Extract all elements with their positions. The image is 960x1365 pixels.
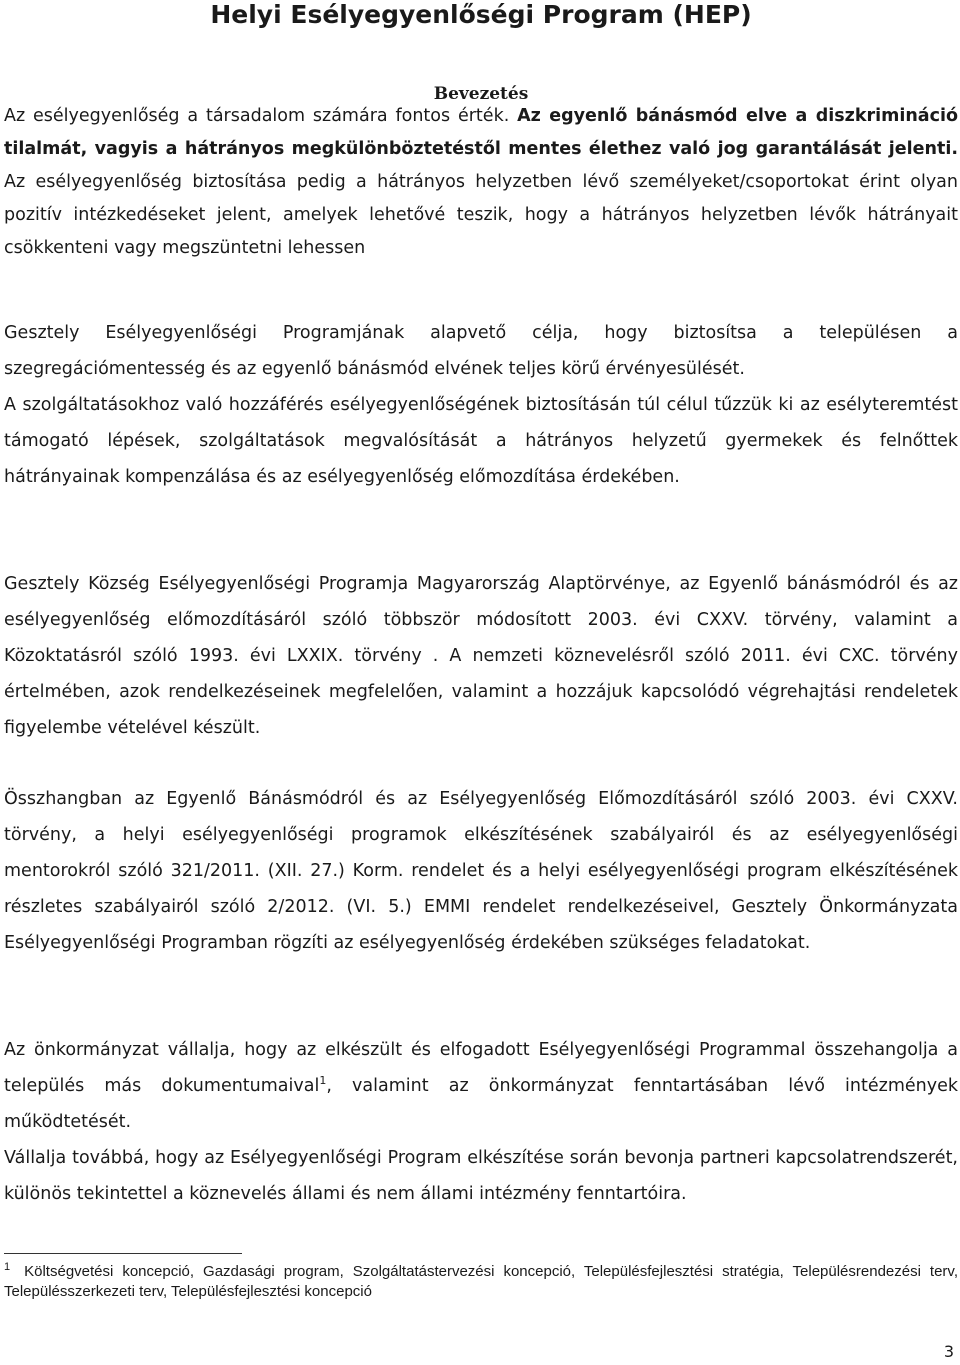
compliance-paragraph: Összhangban az Egyenlő Bánásmódról és az Esélyegyenlőség Előmozdításáról szóló 2003. évi CXXV. törvény, a helyi esélyegyenlőségi programok elkészítésének szabályairól és az esélyegyenlőségi mentorokról szóló 321/2011. (XII. 27.) Korm. rendelet és a helyi esélyegyenlőségi program elkészítésének részletes szabályairól szóló 2/2012. (VI. 5.) EMMI rendelet rendelkezéseivel, Gesztely Önkormányzata Esélyegyenlőségi Programban rögzíti az esélyegyenlőség érdekében szükséges feladatokat.	[4, 789, 958, 953]
commitment-text: Az önkormányzat vállalja, hogy az elkészült és elfogadott Esélyegyenlőségi Programmal összehangolja a település más dokumentumaival	[4, 1040, 958, 1096]
goal-paragraph: Gesztely Esélyegyenlőségi Programjának alapvető célja, hogy biztosítsa a településen a szegregációmentesség és az egyenlő bánásmód elvének teljes körű érvényesülését.	[4, 323, 958, 379]
footnote	[4, 1262, 958, 1302]
intro-paragraph	[4, 100, 958, 265]
section-heading: Bevezetés	[433, 84, 529, 104]
intro-bold-text: Az egyenlő bánásmód elve a diszkrimináció tilalmát, vagyis a hátrányos megkülönböztetéstől mentes élethez való jog garantálását jelenti.	[4, 106, 958, 159]
intro-text: Az esélyegyenlőség a társadalom számára fontos érték.	[4, 106, 518, 126]
legal-basis-paragraph: Gesztely Község Esélyegyenlőségi Programja Magyarország Alaptörvénye, az Egyenlő bánásmódról és az esélyegyenlőség előmozdításáról szóló többször módosított 2003. évi CXXV. törvény, valamint a Közoktatásról szóló 1993. évi LXXIX. törvény . A nemzeti köznevelésről szóló 2011. évi CXC. törvény értelmében, azok rendelkezéseinek megfelelően, valamint a hozzájuk kapcsolódó végrehajtási rendeletek figyelembe vételével készült.	[4, 574, 958, 738]
commitment-paragraph	[4, 1033, 958, 1141]
commitment-text-end: , valamint az önkormányzat fenntartásában lévő intézmények működtetését.	[4, 1075, 958, 1132]
page-number: 3	[943, 1342, 954, 1361]
footnote-reference[interactable]: 1	[319, 1074, 327, 1088]
partners-paragraph: Vállalja továbbá, hogy az Esélyegyenlőségi Program elkészítése során bevonja partneri kapcsolatrendszerét, különös tekintettel a köznevelés állami és nem állami intézmény fenntartóira.	[4, 1148, 958, 1204]
page-title: Helyi Esélyegyenlőségi Program (HEP)	[210, 0, 752, 29]
footnote-divider	[4, 1253, 242, 1254]
services-paragraph: A szolgáltatásokhoz való hozzáférés esélyegyenlőségének biztosításán túl célul tűzzük ki az esélyteremtést támogató lépések, szolgáltatások megvalósítását a hátrányos helyzetű gyermekek és felnőttek hátrányainak kompenzálása és az esélyegyenlőség előmozdítása érdekében.	[4, 395, 958, 487]
intro-rest-text: Az esélyegyenlőség biztosítása pedig a hátrányos helyzetben lévő személyeket/csoportokat érint olyan pozitív intézkedéseket jelent, amelyek lehetővé teszik, hogy a hátrányos helyzetben lévők hátrányait csökkenteni vagy megszüntetni lehessen	[4, 172, 958, 258]
footnote-number: 1	[4, 1261, 11, 1273]
footnote-text: Költségvetési koncepció, Gazdasági program, Szolgáltatástervezési koncepció, Településfejlesztési stratégia, Településrendezési terv, Településszerkezeti terv, Településfejlesztési koncepció	[4, 1263, 958, 1300]
